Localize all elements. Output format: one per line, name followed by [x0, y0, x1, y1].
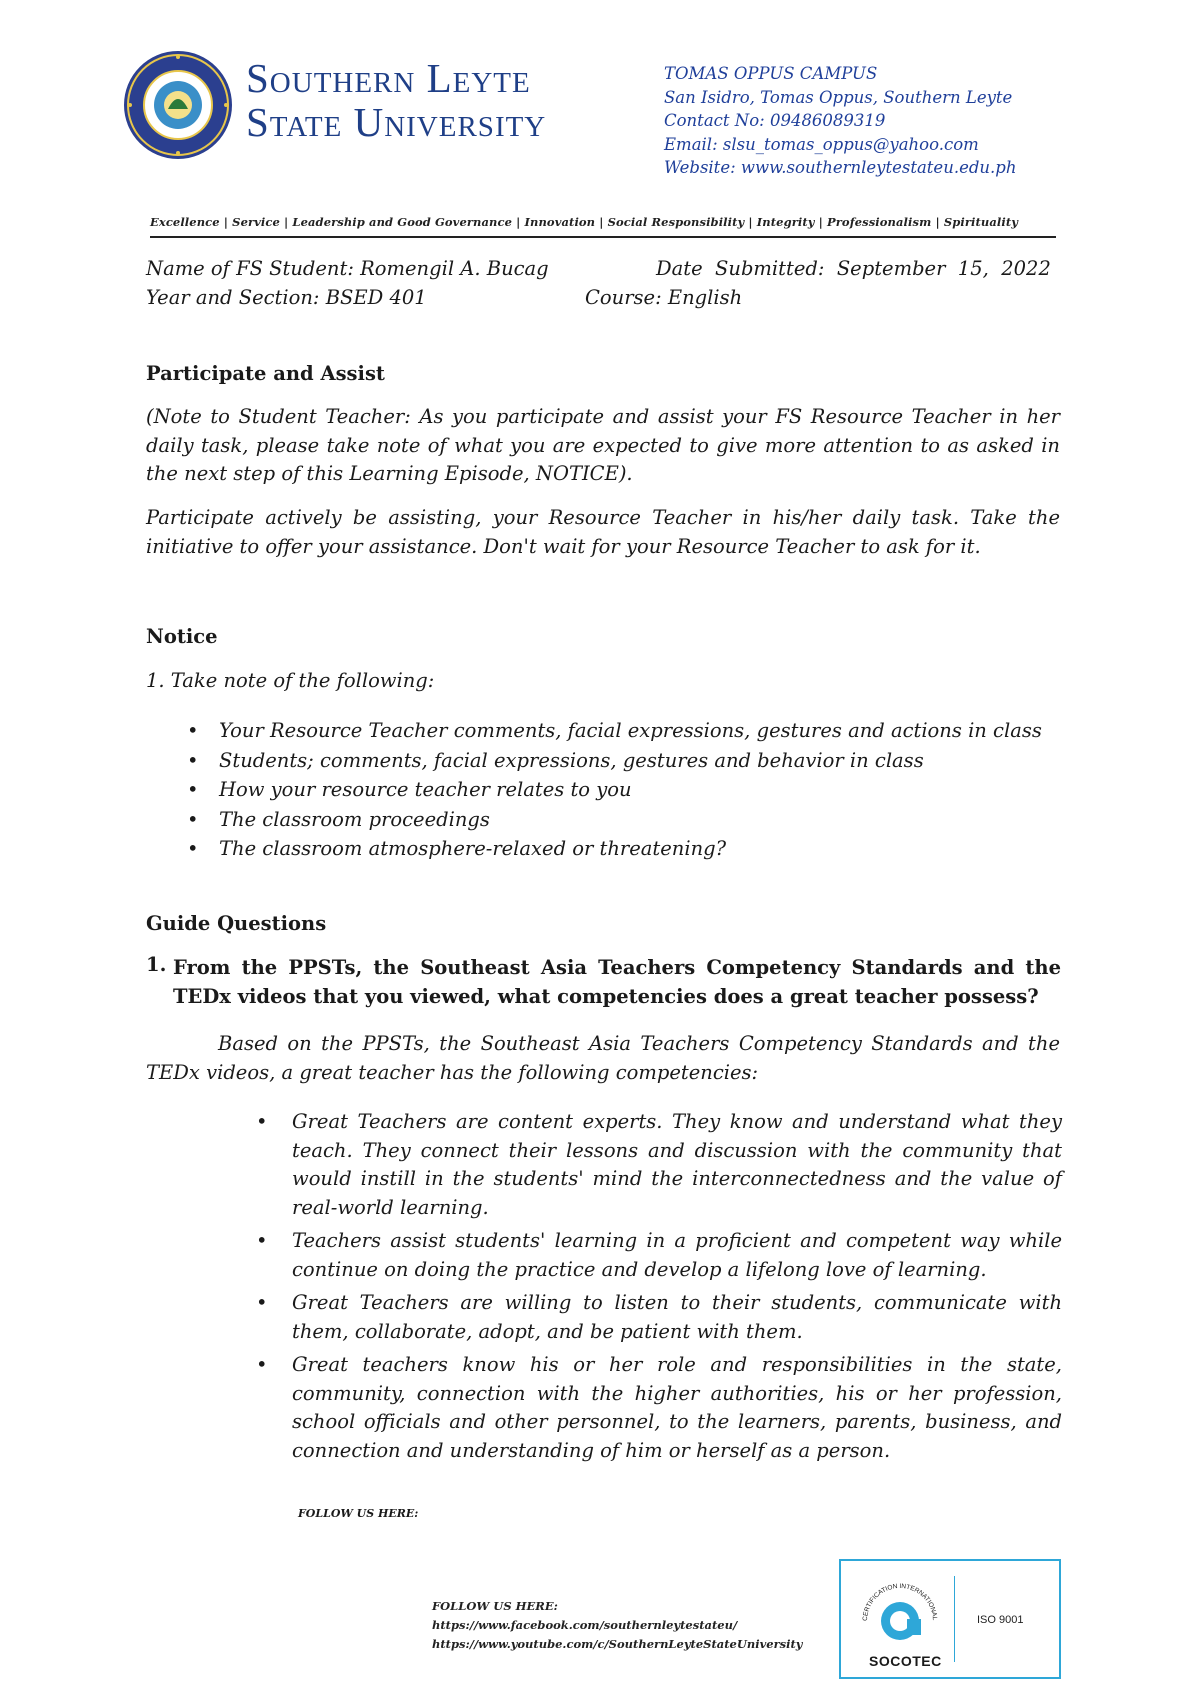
participate-note: (Note to Student Teacher: As you participate and assist your FS Resource Teacher in her daily task, please take note of what you are expected to give more attention to as asked in the next step of this Learning Episode, NOTICE). [146, 405, 1060, 485]
youtube-link[interactable]: https://www.youtube.com/c/SouthernLeyteStateUniversity [432, 1637, 803, 1651]
list-item: • Great Teachers are willing to listen to their students, communicate with them, collaborate, adopt, and be patient with them. [256, 1289, 1062, 1346]
iso-certification-badge [839, 1559, 1061, 1679]
participate-instruction: Participate actively be assisting, your Resource Teacher in his/her daily task. Take the initiative to offer your assistance. Don't wait for your Resource Teacher to ask for it. [146, 506, 1060, 558]
course: Course: English [585, 286, 743, 309]
notice-heading: Notice [146, 625, 218, 648]
notice-item-1: 1. Take note of the following: [146, 669, 435, 692]
date-submitted: Date Submitted: September 15, 2022 [656, 257, 1051, 280]
list-item: • The classroom atmosphere-relaxed or threatening? [187, 834, 1067, 864]
cert-name: SOCOTEC [869, 1653, 942, 1669]
campus-name: TOMAS OPPUS CAMPUS [664, 64, 878, 83]
cert-divider [954, 1576, 955, 1662]
list-item: • The classroom proceedings [187, 805, 1067, 835]
core-values: Excellence | Service | Leadership and Good Governance | Innovation | Social Responsibility | Integrity | Professionalism | Spirituality [150, 215, 1019, 229]
follow-us-label: FOLLOW US HERE: [432, 1599, 558, 1613]
list-item: • Teachers assist students' learning in a proficient and competent way while continue on doing the practice and develop a lifelong love of learning. [256, 1227, 1062, 1284]
question-number: 1. [146, 953, 167, 976]
header-divider [150, 236, 1056, 238]
university-name [246, 56, 546, 144]
cert-arc-text: CERTIFICATION INTERNATIONAL [861, 1582, 939, 1622]
university-name-line2: State University [246, 99, 547, 145]
facebook-link[interactable]: https://www.facebook.com/southernleytestateu/ [432, 1618, 738, 1632]
answer-intro: Based on the PPSTs, the Southeast Asia Teachers Competency Standards and the TEDx videos, a great teacher has the following competencies: [146, 1032, 1060, 1084]
campus-address: San Isidro, Tomas Oppus, Southern Leyte [664, 87, 1013, 107]
competency-list [256, 1108, 1062, 1470]
guide-heading: Guide Questions [146, 912, 327, 935]
participate-heading: Participate and Assist [146, 362, 385, 385]
list-item: • How your resource teacher relates to you [187, 775, 1067, 805]
year-section: Year and Section: BSED 401 [146, 286, 427, 309]
question-text: From the PPSTs, the Southeast Asia Teachers Competency Standards and the TEDx videos that you viewed, what competencies does a great teacher possess? [173, 956, 1061, 1008]
campus-contact: Contact No: 09486089319 [664, 111, 886, 130]
follow-us-label-small: FOLLOW US HERE: [298, 1507, 419, 1520]
list-item: • Great teachers know his or her role and responsibilities in the state, community, connection with the higher authorities, his or her profession, school officials and other personnel, to the learners, parents, business, and connection and understanding of him or herself as a person. [256, 1351, 1062, 1465]
cert-iso: ISO 9001 [977, 1614, 1024, 1626]
list-item: • Your Resource Teacher comments, facial expressions, gestures and actions in class [187, 716, 1067, 746]
socotec-logo-icon [855, 1569, 945, 1649]
student-name: Name of FS Student: Romengil A. Bucag [146, 257, 549, 280]
list-item: • Great Teachers are content experts. They know and understand what they teach. They connect their lessons and discussion with the community that would instill in the students' mind the interconnectedness and the value of real-world learning. [256, 1108, 1062, 1222]
notice-bullet-list [187, 716, 1067, 864]
footer-links [432, 1597, 803, 1654]
campus-email: Email: slsu_tomas_oppus@yahoo.com [664, 134, 979, 154]
campus-website: Website: www.southernleytestateu.edu.ph [664, 158, 1017, 177]
campus-contact-block [664, 62, 1016, 180]
university-name-line1: Southern Leyte [246, 55, 531, 101]
university-seal-logo [122, 49, 234, 161]
list-item: • Students; comments, facial expressions, gestures and behavior in class [187, 746, 1067, 776]
